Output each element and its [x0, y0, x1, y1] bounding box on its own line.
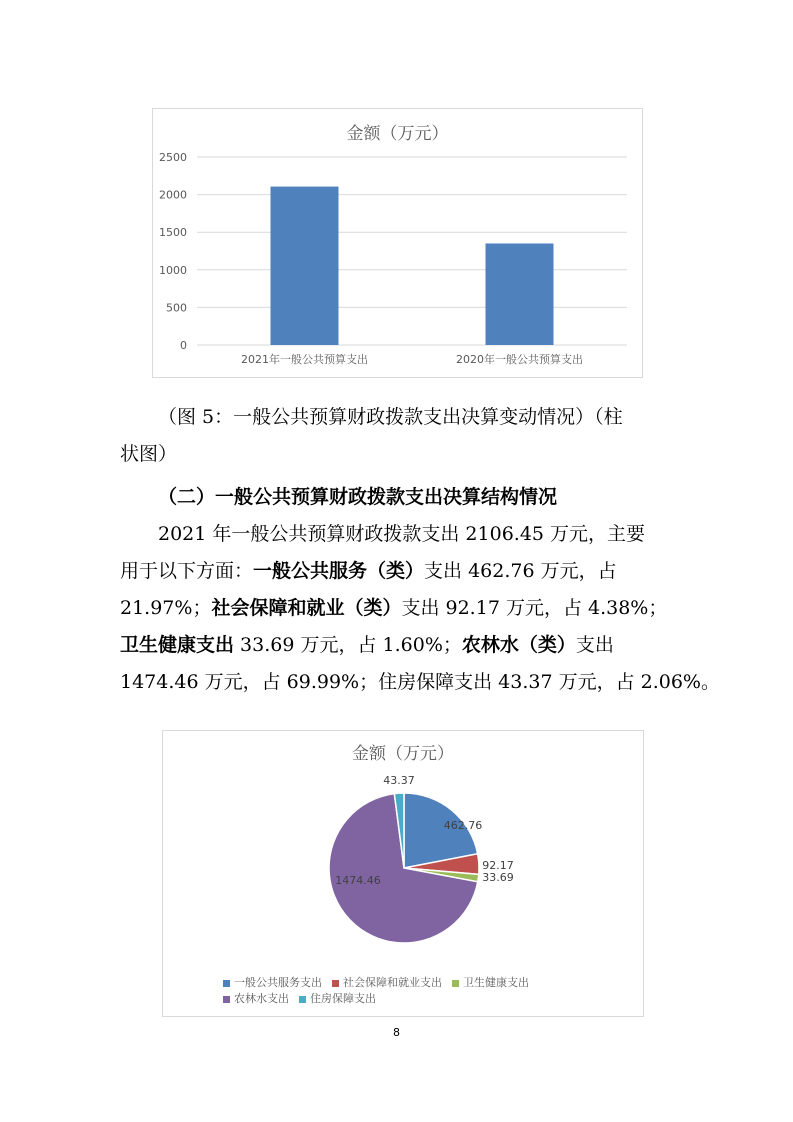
pie-data-label: 43.37 [383, 774, 415, 787]
y-tick-label: 1000 [159, 263, 187, 277]
legend-label: 社会保障和就业支出 [343, 976, 442, 989]
bar-chart [152, 108, 643, 378]
para-line-2 [120, 553, 680, 590]
bar [271, 187, 339, 345]
para-bold-text: 农林水（类） [461, 634, 576, 656]
legend-item [223, 974, 322, 990]
bar-chart-title: 金额（万元） [346, 124, 449, 144]
para-line-3 [120, 590, 680, 627]
caption-line-1: （图 5：一般公共预算财政拨款支出决算变动情况）（柱 [158, 406, 623, 428]
pie-chart-title: 金额（万元） [352, 744, 454, 764]
y-tick-label: 2500 [159, 151, 187, 164]
legend-swatch [223, 980, 230, 987]
para-bold-text: 卫生健康支出 [120, 634, 235, 656]
pie-legend [223, 974, 643, 1006]
para-text: 21.97%； [120, 597, 212, 619]
legend-swatch [223, 996, 230, 1003]
caption-line-2: 状图） [120, 443, 178, 465]
para-line-4 [120, 627, 680, 664]
y-tick-label: 1500 [159, 226, 187, 240]
legend-item [223, 990, 289, 1006]
figure-caption [120, 399, 680, 473]
x-tick-label: 2020年一般公共预算支出 [456, 353, 583, 366]
para-text: 支出 [575, 634, 614, 656]
legend-label: 卫生健康支出 [463, 976, 529, 989]
legend-label: 一般公共服务支出 [234, 976, 322, 989]
para-text: 用于以下方面： [120, 560, 254, 582]
y-tick-label: 500 [166, 301, 187, 315]
y-tick-label: 0 [180, 339, 187, 352]
section-heading: （二）一般公共预算财政拨款支出决算结构情况 [158, 486, 558, 508]
legend-swatch [332, 980, 339, 987]
legend-item [332, 974, 442, 990]
para-bold-text: 社会保障和就业（类） [211, 597, 402, 619]
pie-chart [162, 730, 644, 1017]
para-bold-text: 一般公共服务（类） [253, 560, 425, 582]
para-line-5: 1474.46 万元，占 69.99%；住房保障支出 43.37 万元，占 2.06%。 [120, 671, 720, 693]
pie-data-label: 462.76 [443, 819, 483, 832]
pie-data-label: 33.69 [482, 871, 514, 884]
para-line-1: 2021 年一般公共预算财政拨款支出 2106.45 万元，主要 [158, 523, 646, 545]
legend-item [299, 990, 376, 1006]
page-number: 8 [393, 1026, 400, 1039]
pie-data-label: 92.17 [482, 859, 514, 872]
para-text: 支出 462.76 万元，占 [424, 560, 617, 582]
para-text: 33.69 万元，占 1.60%； [234, 634, 462, 656]
legend-label: 农林水支出 [234, 992, 289, 1005]
x-tick-label: 2021年一般公共预算支出 [241, 353, 368, 366]
pie-data-label: 1474.46 [335, 874, 381, 887]
y-tick-label: 2000 [159, 188, 187, 202]
bar [486, 243, 554, 345]
legend-label: 住房保障支出 [310, 992, 376, 1005]
legend-swatch [299, 996, 306, 1003]
para-text: 支出 92.17 万元，占 4.38%； [401, 597, 668, 619]
bar-chart-plot [153, 109, 642, 377]
legend-item [452, 974, 529, 990]
legend-swatch [452, 980, 459, 987]
body-paragraph [120, 516, 720, 701]
